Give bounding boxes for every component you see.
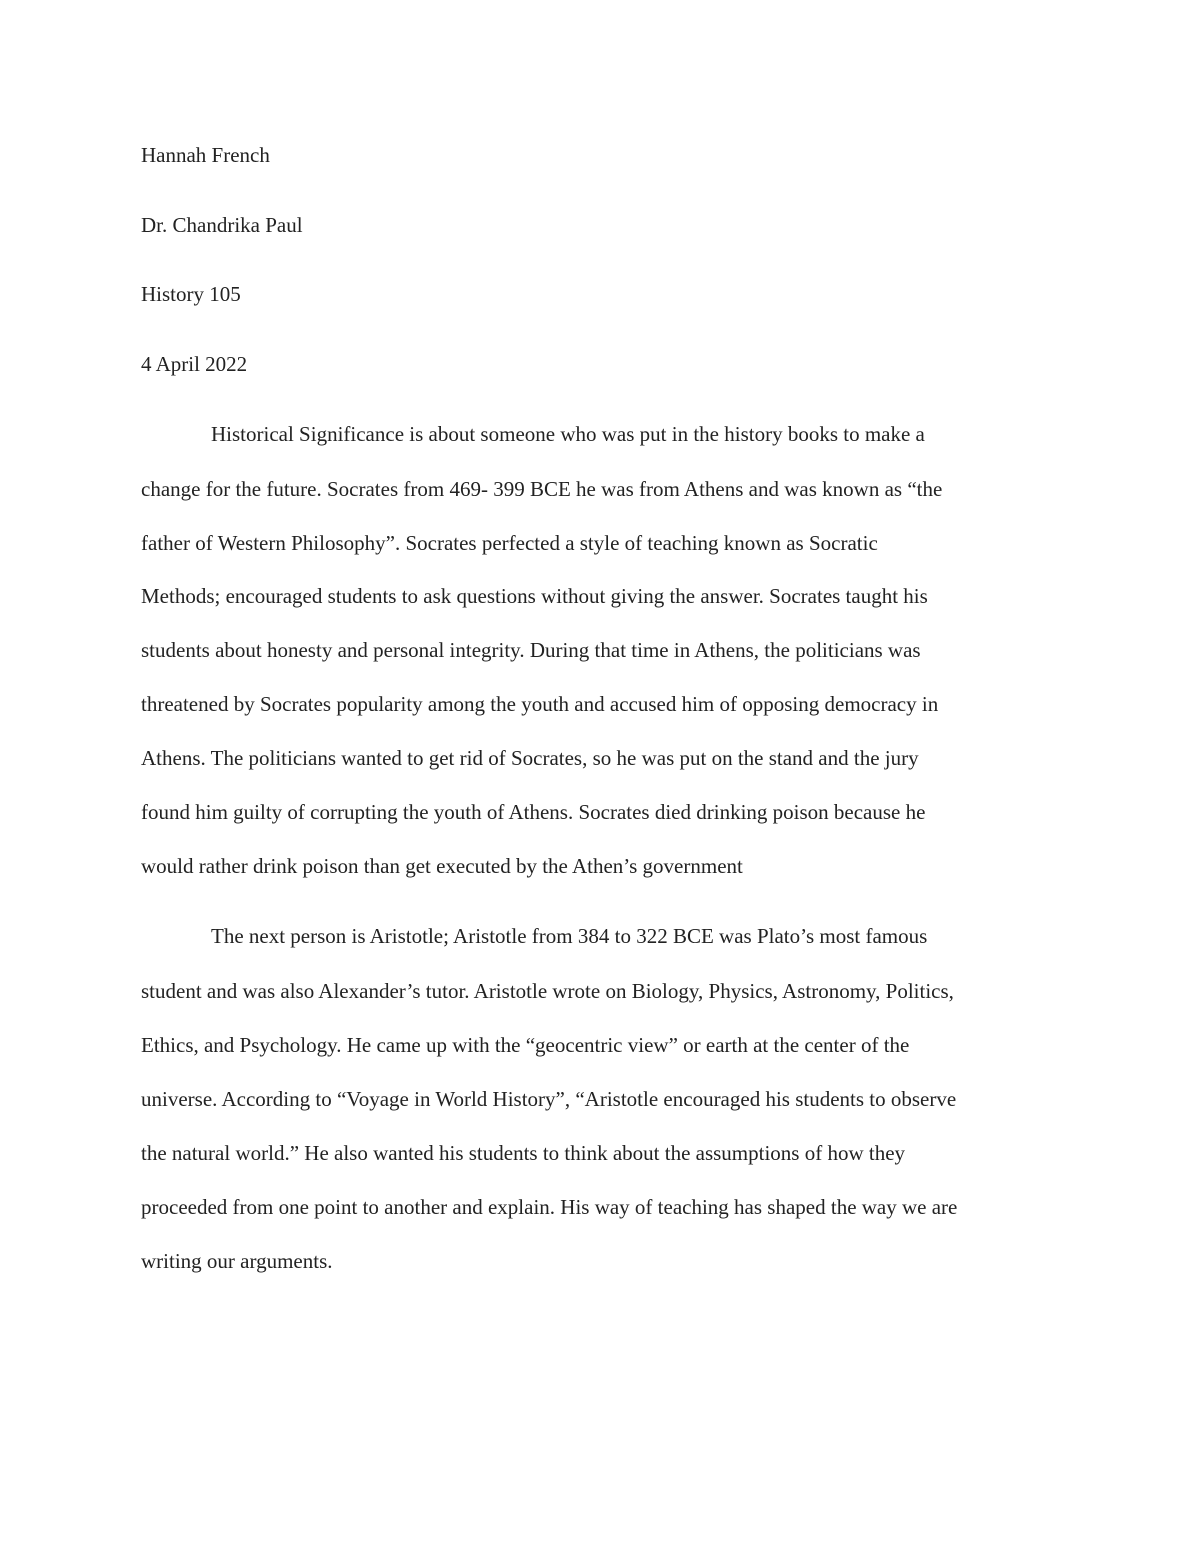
paragraph-line: would rather drink poison than get executed by the Athen’s government — [141, 854, 743, 878]
author-name: Hannah French — [141, 143, 270, 167]
paragraph-line: Methods; encouraged students to ask questions without giving the answer. Socrates taught his — [141, 584, 928, 608]
paragraph-line: found him guilty of corrupting the youth of Athens. Socrates died drinking poison because he — [141, 800, 926, 824]
paragraph-line: Athens. The politicians wanted to get rid of Socrates, so he was put on the stand and the jury — [141, 746, 919, 770]
paragraph-line: threatened by Socrates popularity among the youth and accused him of opposing democracy in — [141, 692, 939, 716]
paragraph-line: student and was also Alexander’s tutor. Aristotle wrote on Biology, Physics, Astronomy, Politics, — [141, 979, 954, 1003]
paragraph-line: father of Western Philosophy”. Socrates perfected a style of teaching known as Socratic — [141, 531, 878, 555]
paragraph-line: The next person is Aristotle; Aristotle from 384 to 322 BCE was Plato’s most famous — [211, 924, 928, 948]
paragraph-line: students about honesty and personal integrity. During that time in Athens, the politicians was — [141, 638, 921, 662]
paragraph-line: Historical Significance is about someone who was put in the history books to make a — [211, 422, 925, 446]
paragraph-line: the natural world.” He also wanted his students to think about the assumptions of how they — [141, 1141, 906, 1165]
paragraph-line: change for the future. Socrates from 469- 399 BCE he was from Athens and was known as “the — [141, 477, 943, 501]
date-line: 4 April 2022 — [141, 352, 248, 376]
paragraph-line: Ethics, and Psychology. He came up with the “geocentric view” or earth at the center of the — [141, 1033, 910, 1057]
instructor-name: Dr. Chandrika Paul — [141, 213, 303, 237]
paragraph-line: proceeded from one point to another and explain. His way of teaching has shaped the way we are — [141, 1195, 958, 1219]
course-name: History 105 — [141, 282, 241, 306]
paragraph-line: writing our arguments. — [141, 1249, 333, 1273]
paragraph-line: universe. According to “Voyage in World History”, “Aristotle encouraged his students to observe — [141, 1087, 957, 1111]
